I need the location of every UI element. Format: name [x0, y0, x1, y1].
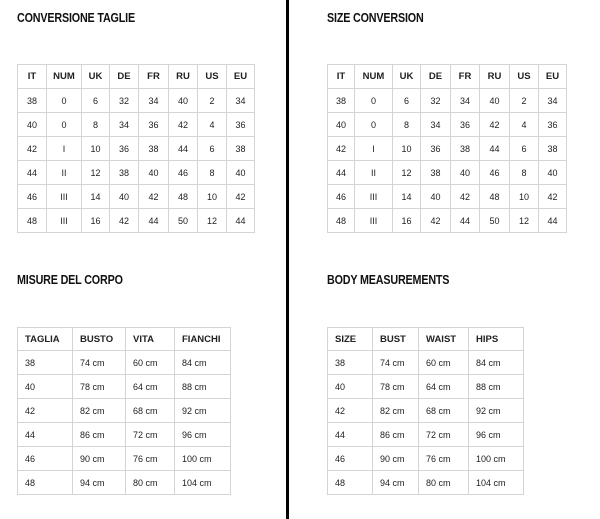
table-cell: 38 [18, 351, 73, 375]
table-cell: 80 cm [126, 471, 175, 495]
table-cell: 94 cm [73, 471, 126, 495]
table-cell: 72 cm [126, 423, 175, 447]
table-cell: 0 [355, 89, 393, 113]
column-header: BUSTO [73, 328, 126, 351]
column-header: UK [82, 65, 110, 89]
table-cell: 42 [328, 137, 355, 161]
table-cell: 92 cm [469, 399, 524, 423]
table-cell: 34 [451, 89, 480, 113]
table-cell: 48 [328, 209, 355, 233]
table-row [18, 137, 255, 161]
table-cell: 6 [82, 89, 110, 113]
table-cell: 78 cm [73, 375, 126, 399]
table-cell: 42 [480, 113, 510, 137]
table-cell: 46 [18, 447, 73, 471]
table-cell: 40 [169, 89, 198, 113]
column-header: DE [421, 65, 451, 89]
table-cell: 42 [169, 113, 198, 137]
table-cell: 92 cm [175, 399, 231, 423]
table-cell: 36 [227, 113, 255, 137]
table-cell: 38 [18, 89, 47, 113]
column-header: IT [328, 65, 355, 89]
table-cell: III [355, 185, 393, 209]
table-cell: 82 cm [73, 399, 126, 423]
column-header: NUM [355, 65, 393, 89]
table-cell: 72 cm [419, 423, 469, 447]
table-cell: 74 cm [73, 351, 126, 375]
table-cell: 44 [139, 209, 169, 233]
table-cell: 36 [421, 137, 451, 161]
table-cell: 90 cm [73, 447, 126, 471]
table-cell: II [355, 161, 393, 185]
table-cell: 38 [110, 161, 139, 185]
table-cell: 46 [480, 161, 510, 185]
size-conversion-title-it: CONVERSIONE TAGLIE [17, 11, 135, 25]
table-cell: 32 [110, 89, 139, 113]
table-header-row [328, 328, 524, 351]
table-cell: 36 [110, 137, 139, 161]
table-row [18, 113, 255, 137]
column-header: UK [393, 65, 421, 89]
table-cell: 38 [139, 137, 169, 161]
table-cell: 36 [451, 113, 480, 137]
table-cell: 48 [480, 185, 510, 209]
table-cell: 0 [47, 113, 82, 137]
table-cell: 40 [110, 185, 139, 209]
table-cell: 6 [198, 137, 227, 161]
size-conversion-title-en: SIZE CONVERSION [327, 11, 424, 25]
table-cell: 32 [421, 89, 451, 113]
table-cell: 6 [393, 89, 421, 113]
table-cell: 12 [82, 161, 110, 185]
table-cell: 48 [328, 471, 373, 495]
column-header: FR [451, 65, 480, 89]
table-cell: 44 [18, 161, 47, 185]
table-cell: 74 cm [373, 351, 419, 375]
size-conversion-table-en [327, 64, 567, 233]
table-row [18, 351, 231, 375]
table-cell: 16 [82, 209, 110, 233]
table-cell: II [47, 161, 82, 185]
table-cell: 8 [198, 161, 227, 185]
table-cell: I [355, 137, 393, 161]
table-row [18, 89, 255, 113]
table-cell: 44 [480, 137, 510, 161]
table-row [18, 447, 231, 471]
table-cell: 64 cm [126, 375, 175, 399]
table-cell: 46 [328, 447, 373, 471]
table-cell: 44 [18, 423, 73, 447]
table-row [18, 161, 255, 185]
table-cell: 68 cm [419, 399, 469, 423]
table-cell: 0 [47, 89, 82, 113]
table-cell: 44 [328, 161, 355, 185]
table-cell: 6 [510, 137, 539, 161]
column-header: EU [227, 65, 255, 89]
table-cell: 40 [139, 161, 169, 185]
column-divider [286, 0, 289, 519]
table-row [328, 209, 567, 233]
column-header: US [510, 65, 539, 89]
table-cell: 96 cm [175, 423, 231, 447]
table-cell: 38 [328, 89, 355, 113]
table-cell: 42 [18, 399, 73, 423]
table-cell: 4 [510, 113, 539, 137]
table-row [328, 89, 567, 113]
table-cell: 10 [510, 185, 539, 209]
table-cell: 46 [169, 161, 198, 185]
table-cell: 0 [355, 113, 393, 137]
table-cell: 16 [393, 209, 421, 233]
table-cell: 42 [110, 209, 139, 233]
size-conversion-table-it [17, 64, 255, 233]
table-cell: 82 cm [373, 399, 419, 423]
column-header: SIZE [328, 328, 373, 351]
table-cell: 40 [328, 113, 355, 137]
table-cell: 12 [393, 161, 421, 185]
table-cell: 40 [451, 161, 480, 185]
table-cell: 10 [82, 137, 110, 161]
table-cell: 36 [139, 113, 169, 137]
table-cell: III [47, 185, 82, 209]
body-measurements-table-en [327, 327, 524, 495]
table-row [328, 399, 524, 423]
table-cell: 104 cm [469, 471, 524, 495]
table-cell: 12 [198, 209, 227, 233]
table-cell: 88 cm [469, 375, 524, 399]
table-row [18, 185, 255, 209]
table-cell: 84 cm [175, 351, 231, 375]
column-header: WAIST [419, 328, 469, 351]
table-cell: 44 [227, 209, 255, 233]
table-cell: 38 [421, 161, 451, 185]
table-cell: III [355, 209, 393, 233]
table-cell: 34 [139, 89, 169, 113]
body-measurements-title-it: MISURE DEL CORPO [17, 273, 123, 287]
table-cell: 42 [451, 185, 480, 209]
table-cell: 2 [198, 89, 227, 113]
table-cell: 34 [227, 89, 255, 113]
column-header: DE [110, 65, 139, 89]
table-cell: 50 [169, 209, 198, 233]
table-cell: 10 [393, 137, 421, 161]
table-cell: 34 [421, 113, 451, 137]
column-header: FR [139, 65, 169, 89]
table-cell: 50 [480, 209, 510, 233]
table-cell: I [47, 137, 82, 161]
table-cell: 42 [421, 209, 451, 233]
table-header-row [18, 328, 231, 351]
table-cell: 10 [198, 185, 227, 209]
table-cell: 46 [18, 185, 47, 209]
table-cell: 40 [227, 161, 255, 185]
table-row [18, 375, 231, 399]
body-measurements-title-en: BODY MEASUREMENTS [327, 273, 450, 287]
column-header: VITA [126, 328, 175, 351]
table-cell: 86 cm [73, 423, 126, 447]
table-cell: 48 [18, 471, 73, 495]
table-cell: 68 cm [126, 399, 175, 423]
table-cell: 60 cm [419, 351, 469, 375]
table-cell: 48 [169, 185, 198, 209]
table-cell: 44 [169, 137, 198, 161]
table-cell: 8 [82, 113, 110, 137]
table-row [18, 209, 255, 233]
table-header-row [328, 65, 567, 89]
table-cell: 38 [227, 137, 255, 161]
table-row [18, 399, 231, 423]
table-cell: 40 [539, 161, 567, 185]
body-measurements-table-it [17, 327, 231, 495]
column-header: IT [18, 65, 47, 89]
table-cell: 94 cm [373, 471, 419, 495]
table-cell: 40 [18, 113, 47, 137]
column-header: BUST [373, 328, 419, 351]
table-cell: 44 [539, 209, 567, 233]
table-cell: 48 [18, 209, 47, 233]
table-row [18, 423, 231, 447]
table-cell: 42 [18, 137, 47, 161]
table-cell: 60 cm [126, 351, 175, 375]
table-row [328, 447, 524, 471]
column-header: FIANCHI [175, 328, 231, 351]
table-cell: 78 cm [373, 375, 419, 399]
table-cell: 4 [198, 113, 227, 137]
table-cell: 80 cm [419, 471, 469, 495]
table-row [328, 185, 567, 209]
table-cell: 42 [139, 185, 169, 209]
table-cell: 34 [539, 89, 567, 113]
table-cell: 104 cm [175, 471, 231, 495]
table-cell: 44 [328, 423, 373, 447]
table-row [328, 351, 524, 375]
column-header: TAGLIA [18, 328, 73, 351]
table-row [328, 137, 567, 161]
table-row [328, 471, 524, 495]
column-header: NUM [47, 65, 82, 89]
table-cell: 88 cm [175, 375, 231, 399]
table-cell: 34 [110, 113, 139, 137]
table-cell: 12 [510, 209, 539, 233]
table-cell: 42 [328, 399, 373, 423]
column-header: US [198, 65, 227, 89]
table-row [328, 423, 524, 447]
table-cell: 40 [328, 375, 373, 399]
table-cell: 38 [539, 137, 567, 161]
table-cell: 36 [539, 113, 567, 137]
table-cell: 96 cm [469, 423, 524, 447]
table-cell: 14 [393, 185, 421, 209]
table-row [328, 113, 567, 137]
table-cell: 40 [421, 185, 451, 209]
table-row [328, 375, 524, 399]
table-cell: 84 cm [469, 351, 524, 375]
column-header: EU [539, 65, 567, 89]
table-cell: III [47, 209, 82, 233]
table-header-row [18, 65, 255, 89]
table-cell: 64 cm [419, 375, 469, 399]
table-cell: 100 cm [469, 447, 524, 471]
table-cell: 42 [227, 185, 255, 209]
column-header: HIPS [469, 328, 524, 351]
column-header: RU [480, 65, 510, 89]
table-row [328, 161, 567, 185]
table-cell: 76 cm [126, 447, 175, 471]
table-cell: 2 [510, 89, 539, 113]
table-cell: 38 [328, 351, 373, 375]
table-cell: 40 [18, 375, 73, 399]
table-cell: 46 [328, 185, 355, 209]
table-cell: 76 cm [419, 447, 469, 471]
table-cell: 38 [451, 137, 480, 161]
table-cell: 44 [451, 209, 480, 233]
table-cell: 100 cm [175, 447, 231, 471]
table-cell: 8 [510, 161, 539, 185]
table-cell: 42 [539, 185, 567, 209]
table-cell: 40 [480, 89, 510, 113]
table-cell: 8 [393, 113, 421, 137]
table-cell: 90 cm [373, 447, 419, 471]
table-cell: 86 cm [373, 423, 419, 447]
table-row [18, 471, 231, 495]
column-header: RU [169, 65, 198, 89]
table-cell: 14 [82, 185, 110, 209]
